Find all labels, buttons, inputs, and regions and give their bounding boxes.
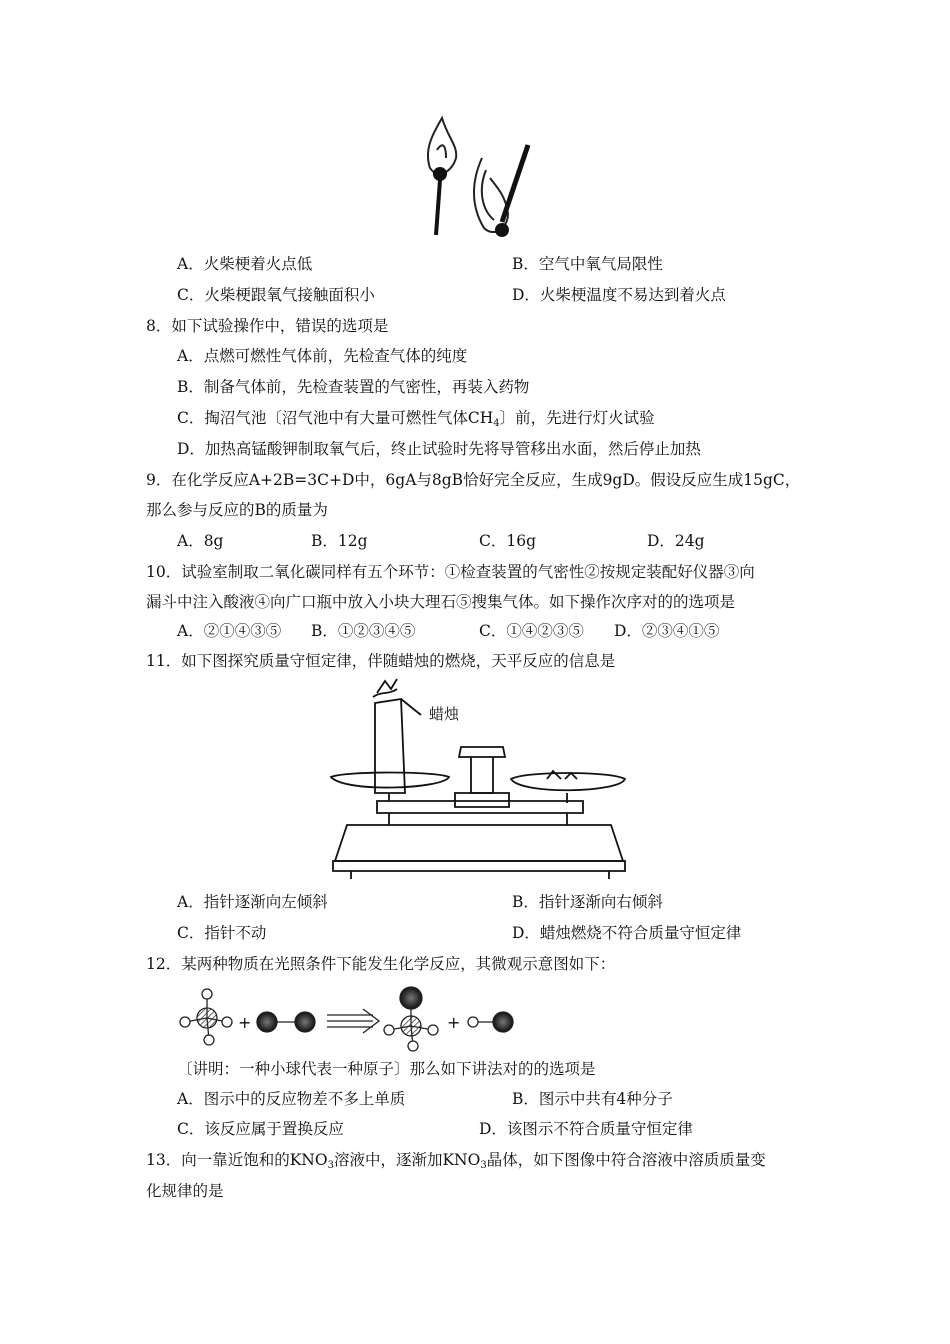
q12-option-d: D．该图示不符合质量守恒定律 [479, 1120, 693, 1138]
q9-option-a: A．8g [177, 532, 224, 550]
match-burning-figure [412, 110, 542, 245]
q12-option-b: B．图示中共有4种分子 [512, 1090, 673, 1108]
q8-option-a: A．点燃可燃性气体前，先检查气体的纯度 [177, 347, 468, 365]
q9-stem-line2: 那么参与反应的B的质量为 [146, 501, 328, 519]
q11-option-a: A．指针逐渐向左倾斜 [177, 893, 328, 911]
q10-option-b: B．①②③④⑤ [311, 622, 416, 640]
q7-option-c: C．火柴梗跟氧气接触面积小 [177, 286, 375, 304]
q7-option-a: A．火柴梗着火点低 [177, 255, 313, 273]
q12-stem: 12．某两种物质在光照条件下能发生化学反应，其微观示意图如下： [146, 955, 616, 973]
q12-option-a: A．图示中的反应物差不多上单质 [177, 1090, 406, 1108]
balance-candle-figure [325, 675, 635, 885]
q7-option-b: B．空气中氧气局限性 [512, 255, 663, 273]
q10-option-c: C．①④②③⑤ [479, 622, 584, 640]
q11-option-b: B．指针逐渐向右倾斜 [512, 893, 663, 911]
q11-stem: 11．如下图探究质量守恒定律，伴随蜡烛的燃烧，天平反应的信息是 [146, 652, 616, 670]
q13-stem-line1: 13．向一靠近饱和的$KNO_3$溶液中，逐渐加$KNO_3$晶体，如下图像中符合溶液中溶质质量变 [146, 1151, 766, 1171]
svg-text:+: + [238, 1013, 252, 1032]
q10-option-d: D．②③④①⑤ [614, 622, 720, 640]
q12-note: 〔讲明：一种小球代表一种原子〕那么如下讲法对的的选项是 [177, 1060, 596, 1078]
q10-stem-line2: 漏斗中注入酸液④向广口瓶中放入小块大理石⑤搜集气体。如下操作次序对的的选项是 [146, 593, 736, 611]
q9-option-b: B．12g [311, 532, 368, 550]
q7-option-d: D．火柴梗温度不易达到着火点 [512, 286, 726, 304]
q10-option-a: A．②①④③⑤ [177, 622, 282, 640]
q9-option-c: C．16g [479, 532, 537, 550]
q9-stem-line1: 9．在化学反应A+2B=3C+D中，6gA与8gB恰好完全反应，生成9gD。假设反应生成15gC， [146, 471, 801, 489]
q13-stem-line2: 化规律的是 [146, 1182, 224, 1200]
svg-text:+: + [447, 1013, 461, 1032]
candle-label: 蜡烛 [429, 705, 460, 723]
q8-option-d: D．加热高锰酸钾制取氧气后，终止试验时先将导管移出水面，然后停止加热 [177, 440, 701, 458]
q10-stem-line1: 10．试验室制取二氧化碳同样有五个环节：①检查装置的气密性②按规定装配好仪器③向 [146, 563, 755, 581]
q11-option-d: D．蜡烛燃烧不符合质量守恒定律 [512, 924, 742, 942]
q8-stem: 8．如下试验操作中，错误的选项是 [146, 317, 389, 335]
reaction-micro-diagram [175, 982, 525, 1052]
q8-option-c: C．掏沼气池〔沼气池中有大量可燃性气体$CH_4$〕前，先进行灯火试验 [177, 409, 655, 429]
q8-option-b: B．制备气体前，先检查装置的气密性，再装入药物 [177, 378, 530, 396]
q9-option-d: D．24g [647, 532, 705, 550]
q11-option-c: C．指针不动 [177, 924, 267, 942]
q12-option-c: C．该反应属于置换反应 [177, 1120, 344, 1138]
